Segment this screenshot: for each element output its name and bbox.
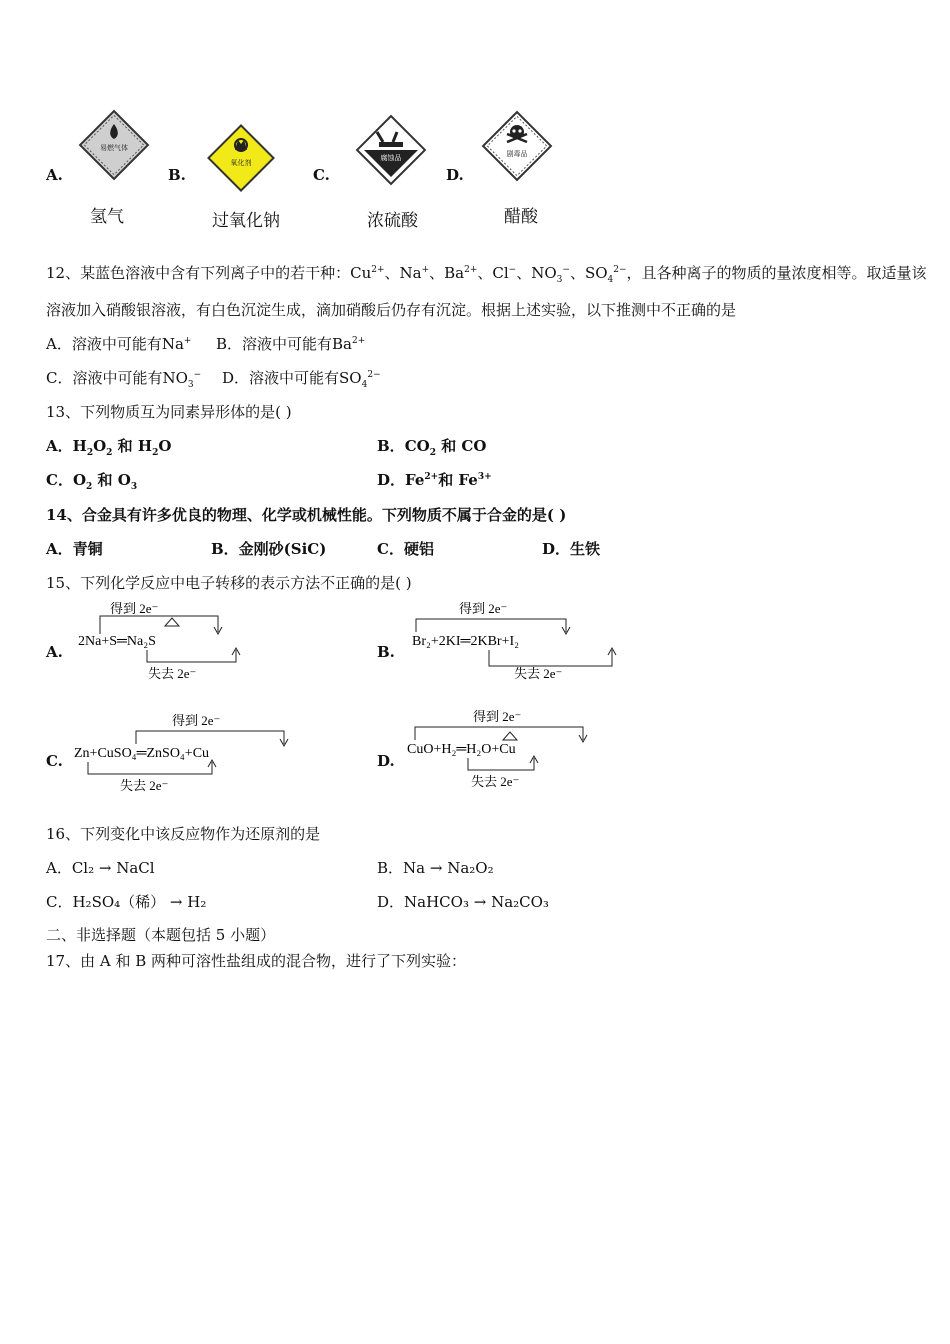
svg-text:氧化剂: 氧化剂 (230, 159, 252, 167)
q13-option-c: C．$O_2$ 和 $O_3$ (46, 471, 138, 492)
q15-d-equation: CuO+H₂═H₂O+Cu (407, 742, 516, 757)
corrosive-sign-icon (349, 108, 433, 192)
q15-diagram-a (70, 598, 255, 684)
q12-option-b: B．溶液中可能有$Ba^{2+}$ (216, 335, 366, 353)
q12-stem-line1: 12、某蓝色溶液中含有下列离子中的若干种：$Cu^{2+}$、Na+、$Ba^{2+}$、Cl−、$NO_3^-$、$SO_4^{2-}$，且各种离子的物质的量浓度相等。取适量该 (46, 264, 927, 285)
q11-option-b-letter: B. (168, 166, 186, 184)
q15-a-lose-label: 失去 2e⁻ (148, 666, 197, 681)
q15-d-lose-label: 失去 2e⁻ (471, 774, 520, 789)
q15-c-lose-label: 失去 2e⁻ (120, 778, 169, 793)
q15-b-lose-label: 失去 2e⁻ (514, 666, 563, 681)
q16-option-d: D．NaHCO₃ → Na₂CO₃ (377, 893, 549, 911)
q11-option-b-caption: 过氧化钠 (212, 211, 280, 231)
toxic-sign-icon (475, 104, 559, 188)
svg-text:剧毒品: 剧毒品 (506, 150, 528, 158)
q14-option-c: C．硬铝 (377, 540, 434, 558)
q16-option-a: A．Cl₂ → NaCl (46, 859, 155, 877)
q13-option-a: A．$H_2O_2$ 和 $H_2O$ (46, 437, 172, 458)
q15-diagram-b (404, 598, 634, 684)
q12-option-a: A．溶液中可能有Na+ (46, 335, 192, 353)
q16-stem: 16、下列变化中该反应物作为还原剂的是 (46, 825, 321, 843)
q17-stem: 17、由 A 和 B 两种可溶性盐组成的混合物，进行了下列实验： (46, 952, 467, 970)
q15-a-gain-label: 得到 2e⁻ (110, 601, 159, 616)
svg-text:腐蚀品: 腐蚀品 (380, 154, 402, 162)
q11-option-a-caption: 氢气 (90, 207, 124, 227)
q12-option-d: D．溶液中可能有$SO_4^{2-}$ (222, 369, 381, 390)
q11-option-c-letter: C. (313, 166, 330, 184)
section-2-heading: 二、非选择题（本题包括 5 小题） (46, 926, 276, 944)
flammable-gas-sign-icon (73, 104, 155, 186)
q11-option-d-letter: D. (446, 166, 464, 184)
q16-option-b: B．Na → Na₂O₂ (377, 859, 494, 877)
q15-b-gain-label: 得到 2e⁻ (459, 601, 508, 616)
q15-d-gain-label: 得到 2e⁻ (473, 709, 522, 724)
q14-option-b: B．金刚砂(SiC) (211, 540, 327, 558)
q15-a-equation: 2Na+S═Na₂S (78, 634, 156, 649)
q15-option-a-letter: A. (46, 643, 63, 661)
q15-option-d-letter: D. (377, 752, 395, 770)
q14-stem: 14、合金具有许多优良的物理、化学或机械性能。下列物质不属于合金的是( ) (46, 506, 567, 524)
oxidizer-sign-icon (198, 118, 284, 198)
q11-option-c-caption: 浓硫酸 (367, 211, 418, 231)
q12-option-c: C．溶液中可能有$NO_3^-$ (46, 369, 202, 390)
q13-option-b: B．$CO_2$ 和 CO (377, 437, 487, 458)
q15-c-gain-label: 得到 2e⁻ (172, 713, 221, 728)
q11-option-a-letter: A. (46, 166, 63, 184)
q16-option-c: C．H₂SO₄（稀） → H₂ (46, 893, 207, 911)
q15-diagram-c (72, 710, 312, 796)
q15-c-equation: Zn+CuSO₄═ZnSO₄+Cu (74, 746, 210, 761)
q12-stem-line2: 溶液加入硝酸银溶液，有白色沉淀生成，滴加硝酸后仍存有沉淀。根据上述实验，以下推测中不正确的是 (46, 301, 737, 319)
q13-stem: 13、下列物质互为同素异形体的是( ) (46, 403, 292, 421)
q15-stem: 15、下列化学反应中电子转移的表示方法不正确的是( ) (46, 574, 412, 592)
q15-b-equation: Br₂+2KI═2KBr+I₂ (412, 634, 520, 649)
q14-option-a: A．青铜 (46, 540, 103, 558)
q15-option-c-letter: C. (46, 752, 63, 770)
q15-option-b-letter: B. (377, 643, 395, 661)
q14-option-d: D．生铁 (542, 540, 601, 558)
q11-option-d-caption: 醋酸 (504, 207, 538, 227)
svg-text:易燃气体: 易燃气体 (100, 144, 128, 152)
q15-diagram-d (403, 706, 623, 792)
q13-option-d: D．$Fe^{2+}$和 $Fe^{3+}$ (377, 471, 492, 489)
